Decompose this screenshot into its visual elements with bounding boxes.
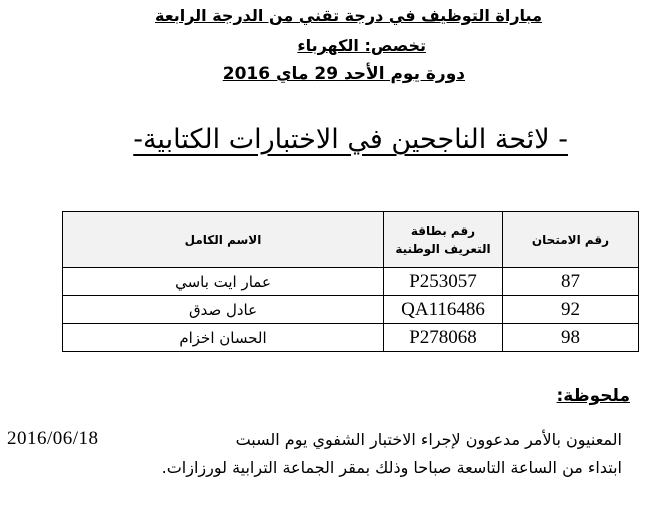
full-name-cell: عمار ايت باسي — [63, 268, 384, 296]
header-exam-number: رقم الامتحان — [503, 212, 639, 268]
page-title: - لائحة الناجحين في الاختبارات الكتابية- — [133, 124, 568, 155]
header-line-session: دورة يوم الأحد 29 ماي 2016 — [222, 64, 465, 84]
header-cin — [384, 212, 503, 268]
note-date: 2016/06/18 — [7, 428, 99, 449]
exam-number-cell: 92 — [503, 296, 639, 324]
table-row — [63, 268, 639, 296]
cin-cell: QA116486 — [384, 296, 503, 324]
note-label: ملحوظة: — [556, 386, 630, 406]
full-name-cell: عادل صدق — [63, 296, 384, 324]
results-table — [62, 211, 639, 352]
header-line-competition: مباراة التوظيف في درجة تقني من الدرجة الرابعة — [154, 6, 542, 25]
note-text-line1: المعنيون بالأمر مدعوون لإجراء الاختبار الشفوي يوم السبت — [235, 430, 622, 449]
full-name-cell: الحسان اخزام — [63, 324, 384, 352]
header-cin-label: رقم بطاقة التعريف الوطنية — [395, 223, 491, 256]
table-row — [63, 324, 639, 352]
header-line-specialty: تخصص: الكهرباء — [297, 36, 426, 55]
table-row — [63, 296, 639, 324]
header-full-name: الاسم الكامل — [63, 212, 384, 268]
exam-number-cell: 87 — [503, 268, 639, 296]
table-header-row — [63, 212, 639, 268]
note-text-line2: ابتداء من الساعة التاسعة صباحا وذلك بمقر الجماعة الترابية لورزازات. — [161, 458, 622, 477]
cin-cell: P278068 — [384, 324, 503, 352]
exam-number-cell: 98 — [503, 324, 639, 352]
cin-cell: P253057 — [384, 268, 503, 296]
